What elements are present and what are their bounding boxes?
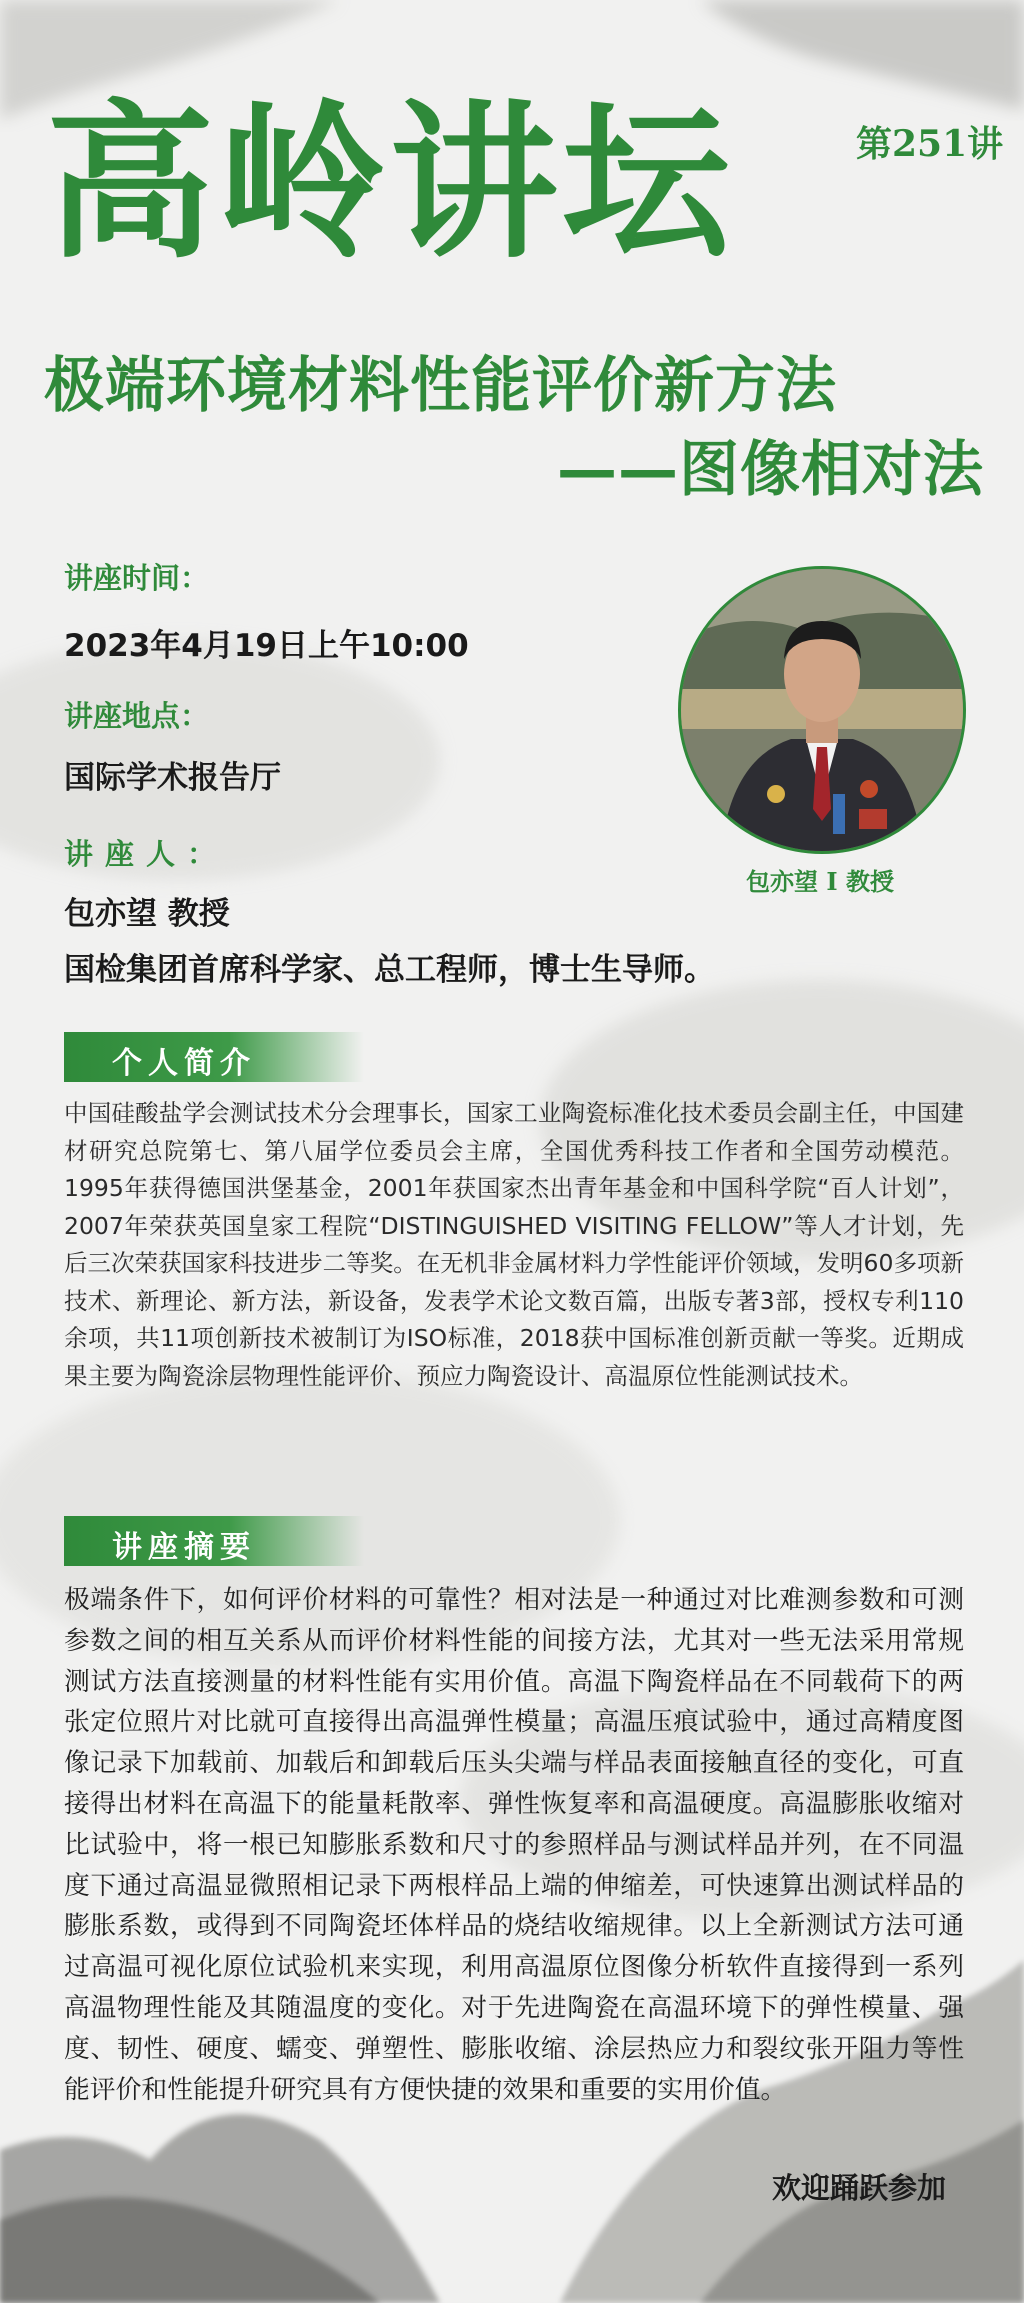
event-title: 高岭讲坛 bbox=[46, 85, 734, 281]
issue-number: 第251讲 bbox=[856, 123, 1004, 165]
welcome-text: 欢迎踊跃参加 bbox=[772, 2171, 947, 2205]
abstract-text: 极端条件下，如何评价材料的可靠性？相对法是一种通过对比难测参数和可测参数之间的相互关系从而评价材料性能的间接方法，尤其对一些无法采用常规测试方法直接测量的材料性能有实用价值。高温下陶瓷样品在不同载荷下的两张定位照片对比就可直接得出高温弹性模量；高温压痕试验中，通过高精度图像记录下加载前、加载后和卸载后压头尖端与样品表面接触直径的变化，可直接得出材料在高温下的能量耗散率、弹性恢复率和高温硬度。高温膨胀收缩对比试验中，将一根已知膨胀系数和尺寸的参照样品与测试样品并列，在不同温度下通过高温显微照相记录下两根样品上端的伸缩差，可快速算出测试样品的膨胀系数，或得到不同陶瓷坯体样品的烧结收缩规律。以上全新测试方法可通过高温可视化原位试验机来实现，利用高温原位图像分析软件直接得到一系列高温物理性能及其随温度的变化。对于先进陶瓷在高温环境下的弹性模量、强度、韧性、硬度、蠕变、弹塑性、膨胀收缩、涂层热应力和裂纹张开阻力等性能评价和性能提升研究具有方便快捷的效果和重要的实用价值。 bbox=[64, 1585, 964, 2105]
time-value: 2023年4月19日上午10:00 bbox=[64, 628, 469, 664]
lecture-subtitle bbox=[44, 344, 984, 512]
photo-caption: 包亦望 I 教授 bbox=[746, 867, 894, 896]
bio-text: 中国硅酸盐学会测试技术分会理事长，国家工业陶瓷标准化技术委员会副主任，中国建材研究总院第七、第八届学位委员会主席，全国优秀科技工作者和全国劳动模范。1995年获得德国洪堡基金，2001年获国家杰出青年基金和中国科学院“百人计划”，2007年荣获英国皇家工程院“DISTINGUISHED VISITING FELLOW”等人才计划，先后三次荣获国家科技进步二等奖。在无机非金属材料力学性能评价领域，发明60多项新技术、新理论、新方法，新设备，发表学术论文数百篇，出版专著3部，授权专利110余项，共11项创新技术被制订为ISO标准，2018获中国标准创新贡献一等奖。近期成果主要为陶瓷涂层物理性能评价、预应力陶瓷设计、高温原位性能测试技术。 bbox=[64, 1099, 964, 1390]
bio-heading-bar bbox=[64, 1032, 364, 1082]
abstract-heading: 讲座摘要 bbox=[112, 1530, 256, 1565]
place-value: 国际学术报告厅 bbox=[64, 760, 281, 796]
speaker-photo bbox=[678, 566, 966, 854]
subtitle-line-1: 极端环境材料性能评价新方法 bbox=[44, 351, 837, 421]
subtitle-line-2: ——图像相对法 bbox=[557, 435, 984, 505]
time-label: 讲座时间： bbox=[64, 561, 210, 595]
speaker-title: 国检集团首席科学家、总工程师，博士生导师。 bbox=[64, 952, 715, 988]
place-label: 讲座地点： bbox=[64, 699, 210, 733]
speaker-label: 讲座人： bbox=[64, 837, 229, 871]
speaker-name: 包亦望 教授 bbox=[64, 896, 230, 932]
abstract-heading-bar bbox=[64, 1516, 364, 1566]
bio-heading: 个人简介 bbox=[112, 1046, 256, 1081]
